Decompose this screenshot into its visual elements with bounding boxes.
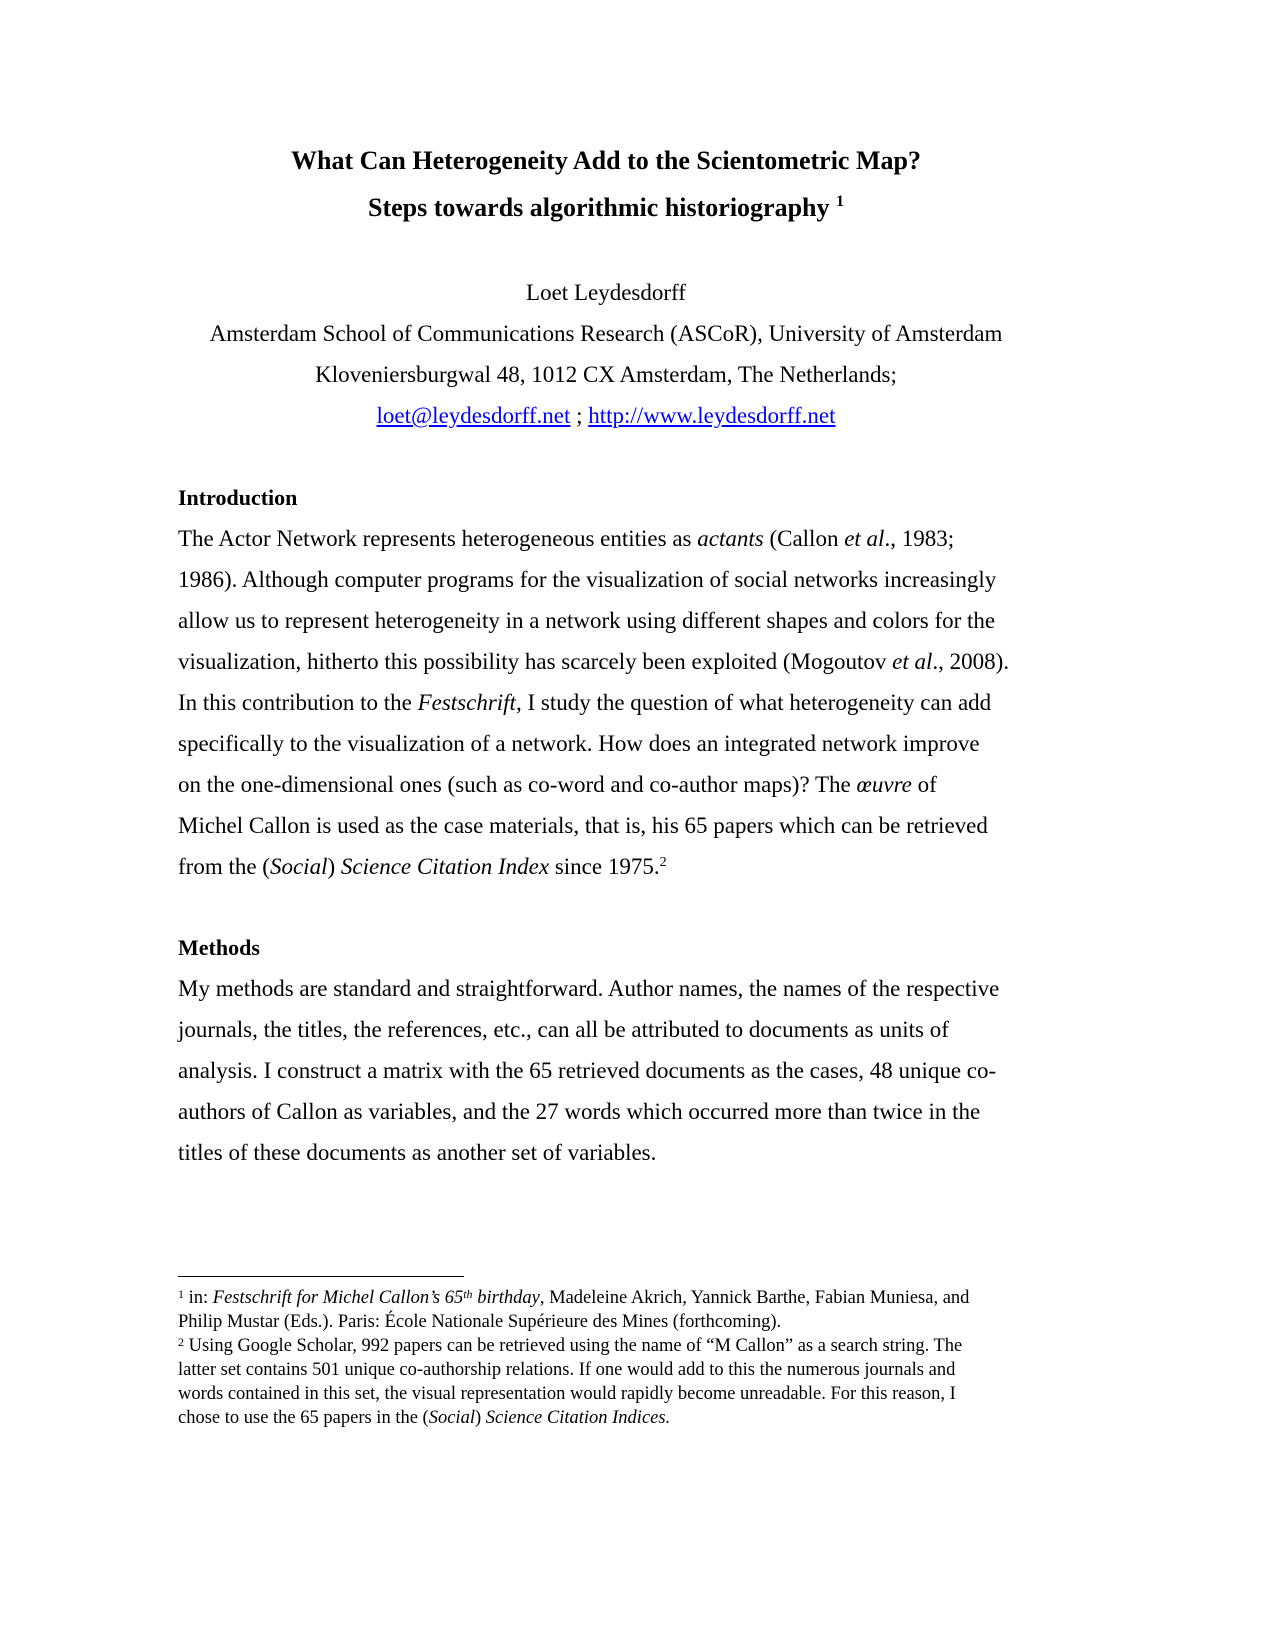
title-line-1: What Can Heterogeneity Add to the Scientometric Map?: [291, 146, 921, 175]
text-run: from the (: [178, 854, 270, 879]
text-run: ): [327, 854, 341, 879]
text-run: Using Google Scholar, 992 papers can be retrieved using the name of “M Callon” as a search string. The: [184, 1336, 963, 1356]
text-run: Festschrift for Michel Callon’s 65: [212, 1288, 464, 1308]
section-body: [178, 968, 1058, 1173]
text-line: [178, 1310, 1058, 1334]
author-name: Loet Leydesdorff: [526, 280, 686, 305]
text-run: th: [463, 1287, 473, 1301]
text-run: My methods are standard and straightforward. Author names, the names of the respective: [178, 976, 1000, 1001]
author-affiliation: Amsterdam School of Communications Research (ASCoR), University of Amsterdam: [209, 321, 1003, 346]
text-run: latter set contains 501 unique co-authorship relations. If one would add to this the numerous journals and: [178, 1360, 956, 1380]
text-run: The Actor Network represents heterogeneous entities as: [178, 526, 698, 551]
text-run: In this contribution to the: [178, 690, 418, 715]
text-line: [178, 968, 1058, 1009]
footnote-ref-1[interactable]: 1: [836, 193, 844, 210]
text-run: Social: [269, 854, 328, 879]
text-run: in:: [184, 1288, 213, 1308]
section-body: [178, 518, 1058, 887]
text-run: visualization, hitherto this possibility has scarcely been exploited (Mogoutov: [178, 649, 893, 674]
footnote-marker[interactable]: 1: [178, 1287, 184, 1301]
footnote-marker[interactable]: 2: [659, 855, 667, 870]
text-run: Science Citation Indices.: [485, 1408, 671, 1428]
text-line: [178, 723, 1058, 764]
text-run: ., 1983;: [884, 526, 955, 551]
text-line: [178, 1132, 1058, 1173]
text-run: allow us to represent heterogeneity in a network using different shapes and colors for the: [178, 608, 996, 633]
text-line: [178, 1358, 1058, 1382]
section-methods: [178, 927, 1058, 1173]
text-line: [178, 1286, 1058, 1310]
author-address: Kloveniersburgwal 48, 1012 CX Amsterdam, The Netherlands;: [315, 362, 897, 387]
text-run: specifically to the visualization of a network. How does an integrated network improve: [178, 731, 980, 756]
section-introduction: [178, 477, 1058, 887]
text-run: Michel Callon is used as the case materials, that is, his 65 papers which can be retrieved: [178, 813, 988, 838]
text-line: [178, 682, 1058, 723]
text-line: [178, 641, 1058, 682]
text-run: ., 2008).: [932, 649, 1010, 674]
paper-title: [178, 137, 1034, 231]
text-run: Science Citation Index: [340, 854, 550, 879]
text-run: Philip Mustar (Eds.). Paris: École Nationale Supérieure des Mines (forthcoming).: [178, 1312, 782, 1332]
text-run: , I study the question of what heterogeneity can add: [515, 690, 992, 715]
text-run: since 1975.: [549, 854, 660, 879]
text-run: 1986). Although computer programs for the visualization of social networks increasingly: [178, 567, 997, 592]
title-line-2: [178, 184, 1034, 231]
text-run: chose to use the 65 papers in the (: [178, 1408, 429, 1428]
text-line: [178, 846, 1058, 887]
email-link[interactable]: loet@leydesdorff.net: [376, 403, 571, 428]
text-line: [178, 559, 1058, 600]
text-run: analysis. I construct a matrix with the 65 retrieved documents as the cases, 48 unique co-: [178, 1058, 997, 1083]
section-heading: Introduction: [178, 485, 298, 510]
text-line: [178, 764, 1058, 805]
website-link[interactable]: http://www.leydesdorff.net: [588, 403, 836, 428]
text-run: et al: [844, 526, 885, 551]
footnote-marker[interactable]: 2: [178, 1335, 184, 1349]
text-run: of: [911, 772, 937, 797]
author-block: [178, 272, 1034, 436]
text-run: œuvre: [856, 772, 912, 797]
text-line: [178, 805, 1058, 846]
text-run: ): [474, 1408, 486, 1428]
text-run: , Madeleine Akrich, Yannick Barthe, Fabian Muniesa, and: [539, 1288, 970, 1308]
text-line: [178, 518, 1058, 559]
text-line: [178, 1009, 1058, 1050]
text-run: titles of these documents as another set of variables.: [178, 1140, 657, 1165]
footnotes: [178, 1286, 1058, 1430]
text-run: authors of Callon as variables, and the 27 words which occurred more than twice in the: [178, 1099, 981, 1124]
text-run: actants: [697, 526, 764, 551]
text-run: et al: [892, 649, 933, 674]
text-run: Festschrift: [417, 690, 516, 715]
text-run: birthday: [472, 1288, 540, 1308]
contact-separator: ;: [570, 403, 589, 428]
section-heading: Methods: [178, 935, 260, 960]
footnote-divider: [178, 1276, 464, 1277]
text-line: [178, 1382, 1058, 1406]
text-run: Social: [428, 1408, 475, 1428]
text-run: journals, the titles, the references, etc., can all be attributed to documents as units of: [178, 1017, 949, 1042]
text-line: [178, 1406, 1058, 1430]
text-run: on the one-dimensional ones (such as co-word and co-author maps)? The: [178, 772, 857, 797]
text-line: [178, 1334, 1058, 1358]
author-contact: [178, 395, 1034, 436]
text-line: [178, 600, 1058, 641]
text-line: [178, 1091, 1058, 1132]
subtitle: Steps towards algorithmic historiography: [368, 193, 830, 222]
text-run: words contained in this set, the visual representation would rapidly become unreadable. For this reason, I: [178, 1384, 956, 1404]
text-run: (Callon: [763, 526, 845, 551]
text-line: [178, 1050, 1058, 1091]
